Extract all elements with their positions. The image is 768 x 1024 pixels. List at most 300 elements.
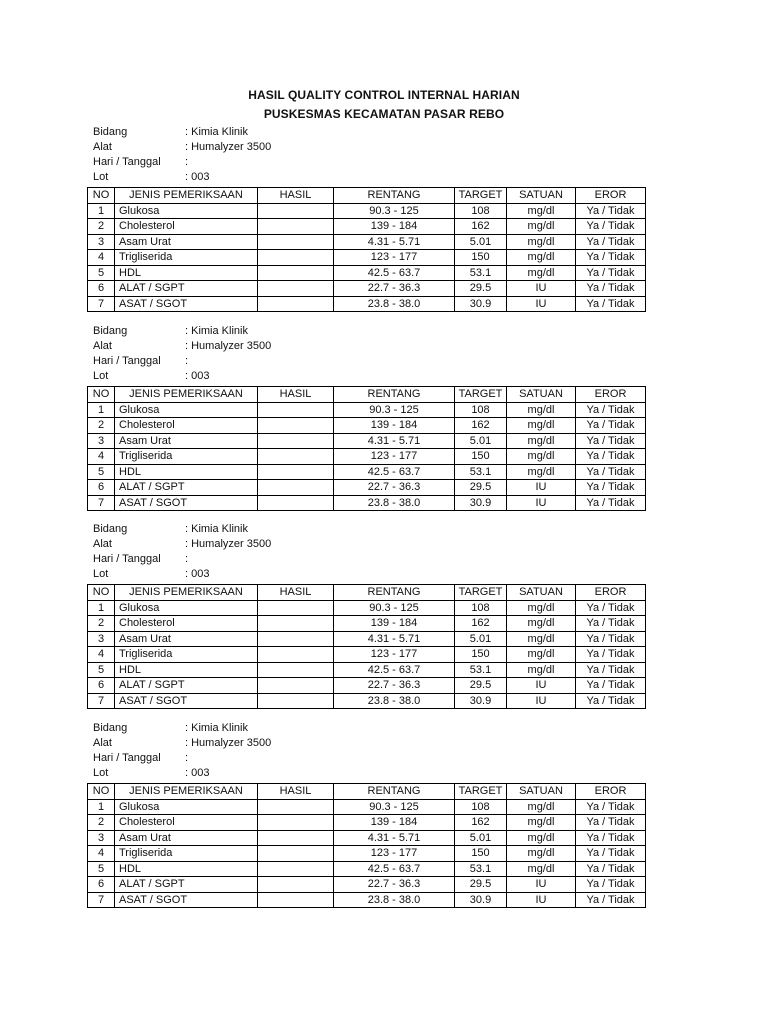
cell-hasil[interactable] xyxy=(258,616,334,632)
cell-eror: Ya / Tidak xyxy=(576,281,646,297)
hari-tanggal-value: : xyxy=(185,156,189,168)
cell-satuan: mg/dl xyxy=(507,861,576,877)
cell-eror: Ya / Tidak xyxy=(576,600,646,616)
cell-hasil[interactable] xyxy=(258,647,334,663)
cell-jenis: ALAT / SGPT xyxy=(115,281,258,297)
header-jenis-pemeriksaan: JENIS PEMERIKSAAN xyxy=(115,188,258,204)
qc-section-4 xyxy=(87,723,645,908)
cell-target: 5.01 xyxy=(455,631,507,647)
cell-no: 3 xyxy=(88,234,115,250)
cell-no: 2 xyxy=(88,418,115,434)
cell-eror: Ya / Tidak xyxy=(576,631,646,647)
cell-satuan: IU xyxy=(507,495,576,511)
table-row xyxy=(88,418,646,434)
cell-jenis: Asam Urat xyxy=(115,830,258,846)
cell-eror: Ya / Tidak xyxy=(576,662,646,678)
cell-rentang: 123 - 177 xyxy=(334,647,455,663)
cell-jenis: Cholesterol xyxy=(115,616,258,632)
cell-rentang: 22.7 - 36.3 xyxy=(334,281,455,297)
table-row xyxy=(88,250,646,266)
cell-no: 1 xyxy=(88,799,115,815)
cell-hasil[interactable] xyxy=(258,662,334,678)
table-row xyxy=(88,203,646,219)
cell-target: 29.5 xyxy=(455,480,507,496)
cell-target: 150 xyxy=(455,647,507,663)
hari-tanggal-label: Hari / Tanggal xyxy=(93,156,161,168)
cell-satuan: mg/dl xyxy=(507,616,576,632)
header-rentang: RENTANG xyxy=(334,784,455,800)
cell-no: 5 xyxy=(88,265,115,281)
cell-no: 7 xyxy=(88,693,115,709)
cell-eror: Ya / Tidak xyxy=(576,616,646,632)
cell-hasil[interactable] xyxy=(258,281,334,297)
alat-label: Alat xyxy=(93,141,112,153)
table-row xyxy=(88,830,646,846)
cell-no: 1 xyxy=(88,402,115,418)
cell-eror: Ya / Tidak xyxy=(576,799,646,815)
cell-eror: Ya / Tidak xyxy=(576,449,646,465)
table-row xyxy=(88,296,646,312)
cell-target: 150 xyxy=(455,846,507,862)
cell-rentang: 90.3 - 125 xyxy=(334,600,455,616)
alat-label: Alat xyxy=(93,538,112,550)
header-target: TARGET xyxy=(455,188,507,204)
table-row xyxy=(88,877,646,893)
cell-jenis: Asam Urat xyxy=(115,433,258,449)
cell-eror: Ya / Tidak xyxy=(576,203,646,219)
cell-no: 6 xyxy=(88,877,115,893)
cell-eror: Ya / Tidak xyxy=(576,219,646,235)
header-eror: EROR xyxy=(576,188,646,204)
alat-label: Alat xyxy=(93,737,112,749)
cell-target: 30.9 xyxy=(455,495,507,511)
cell-hasil[interactable] xyxy=(258,265,334,281)
cell-rentang: 22.7 - 36.3 xyxy=(334,678,455,694)
cell-no: 5 xyxy=(88,861,115,877)
cell-jenis: ALAT / SGPT xyxy=(115,678,258,694)
cell-target: 5.01 xyxy=(455,234,507,250)
table-row xyxy=(88,402,646,418)
cell-satuan: IU xyxy=(507,877,576,893)
header-rentang: RENTANG xyxy=(334,188,455,204)
cell-rentang: 23.8 - 38.0 xyxy=(334,693,455,709)
cell-rentang: 123 - 177 xyxy=(334,846,455,862)
cell-jenis: Trigliserida xyxy=(115,846,258,862)
cell-no: 3 xyxy=(88,830,115,846)
cell-eror: Ya / Tidak xyxy=(576,815,646,831)
meta-info xyxy=(87,127,645,187)
lot-value: : 003 xyxy=(185,767,210,779)
cell-target: 108 xyxy=(455,203,507,219)
cell-hasil[interactable] xyxy=(258,449,334,465)
cell-hasil[interactable] xyxy=(258,402,334,418)
cell-hasil[interactable] xyxy=(258,693,334,709)
hari-tanggal-label: Hari / Tanggal xyxy=(93,752,161,764)
cell-satuan: IU xyxy=(507,281,576,297)
cell-jenis: Glukosa xyxy=(115,799,258,815)
hari-tanggal-value: : xyxy=(185,553,189,565)
table-row xyxy=(88,861,646,877)
alat-label: Alat xyxy=(93,340,112,352)
cell-jenis: Asam Urat xyxy=(115,631,258,647)
cell-target: 5.01 xyxy=(455,433,507,449)
header-target: TARGET xyxy=(455,387,507,403)
table-row xyxy=(88,281,646,297)
cell-eror: Ya / Tidak xyxy=(576,250,646,266)
cell-hasil[interactable] xyxy=(258,203,334,219)
cell-no: 2 xyxy=(88,815,115,831)
cell-eror: Ya / Tidak xyxy=(576,234,646,250)
cell-hasil[interactable] xyxy=(258,815,334,831)
cell-target: 108 xyxy=(455,799,507,815)
cell-no: 1 xyxy=(88,600,115,616)
bidang-value: : Kimia Klinik xyxy=(185,126,248,138)
header-hasil: HASIL xyxy=(258,585,334,601)
lot-label: Lot xyxy=(93,171,109,183)
cell-no: 7 xyxy=(88,892,115,908)
header-eror: EROR xyxy=(576,387,646,403)
cell-no: 4 xyxy=(88,250,115,266)
cell-satuan: IU xyxy=(507,296,576,312)
cell-satuan: IU xyxy=(507,678,576,694)
cell-hasil[interactable] xyxy=(258,219,334,235)
cell-no: 2 xyxy=(88,616,115,632)
bidang-label: Bidang xyxy=(93,523,128,535)
cell-satuan: mg/dl xyxy=(507,433,576,449)
cell-eror: Ya / Tidak xyxy=(576,647,646,663)
cell-hasil[interactable] xyxy=(258,830,334,846)
lot-value: : 003 xyxy=(185,171,210,183)
cell-eror: Ya / Tidak xyxy=(576,846,646,862)
cell-jenis: Glukosa xyxy=(115,402,258,418)
hari-tanggal-label: Hari / Tanggal xyxy=(93,355,161,367)
lot-label: Lot xyxy=(93,568,109,580)
cell-eror: Ya / Tidak xyxy=(576,830,646,846)
cell-rentang: 139 - 184 xyxy=(334,815,455,831)
cell-jenis: Cholesterol xyxy=(115,219,258,235)
cell-eror: Ya / Tidak xyxy=(576,678,646,694)
cell-eror: Ya / Tidak xyxy=(576,892,646,908)
table-row xyxy=(88,662,646,678)
cell-no: 4 xyxy=(88,449,115,465)
cell-jenis: Glukosa xyxy=(115,600,258,616)
cell-jenis: HDL xyxy=(115,861,258,877)
header-no: NO xyxy=(88,585,115,601)
table-row xyxy=(88,234,646,250)
cell-satuan: mg/dl xyxy=(507,815,576,831)
cell-hasil[interactable] xyxy=(258,296,334,312)
meta-info xyxy=(87,524,645,584)
cell-no: 1 xyxy=(88,203,115,219)
qc-section-3 xyxy=(87,524,645,709)
cell-eror: Ya / Tidak xyxy=(576,480,646,496)
header-hasil: HASIL xyxy=(258,387,334,403)
alat-value: : Humalyzer 3500 xyxy=(185,141,272,153)
cell-eror: Ya / Tidak xyxy=(576,495,646,511)
qc-table xyxy=(87,187,646,312)
header-target: TARGET xyxy=(455,784,507,800)
cell-hasil[interactable] xyxy=(258,877,334,893)
table-header-row xyxy=(88,585,646,601)
cell-satuan: mg/dl xyxy=(507,203,576,219)
document-title: HASIL QUALITY CONTROL INTERNAL HARIAN xyxy=(248,88,520,102)
cell-target: 29.5 xyxy=(455,678,507,694)
cell-eror: Ya / Tidak xyxy=(576,296,646,312)
table-header-row xyxy=(88,188,646,204)
header-jenis-pemeriksaan: JENIS PEMERIKSAAN xyxy=(115,784,258,800)
lot-value: : 003 xyxy=(185,370,210,382)
cell-target: 162 xyxy=(455,616,507,632)
cell-jenis: Cholesterol xyxy=(115,815,258,831)
table-header-row xyxy=(88,784,646,800)
cell-hasil[interactable] xyxy=(258,250,334,266)
cell-hasil[interactable] xyxy=(258,678,334,694)
header-eror: EROR xyxy=(576,585,646,601)
qc-table xyxy=(87,783,646,908)
cell-no: 5 xyxy=(88,662,115,678)
hari-tanggal-value: : xyxy=(185,752,189,764)
cell-target: 30.9 xyxy=(455,693,507,709)
cell-rentang: 139 - 184 xyxy=(334,418,455,434)
cell-rentang: 4.31 - 5.71 xyxy=(334,830,455,846)
cell-target: 30.9 xyxy=(455,296,507,312)
header-rentang: RENTANG xyxy=(334,387,455,403)
table-row xyxy=(88,495,646,511)
qc-section-2 xyxy=(87,326,645,511)
cell-satuan: mg/dl xyxy=(507,234,576,250)
cell-satuan: mg/dl xyxy=(507,631,576,647)
qc-section-1 xyxy=(87,127,645,312)
table-row xyxy=(88,631,646,647)
cell-no: 3 xyxy=(88,433,115,449)
header-no: NO xyxy=(88,784,115,800)
cell-satuan: mg/dl xyxy=(507,846,576,862)
cell-target: 53.1 xyxy=(455,662,507,678)
cell-target: 30.9 xyxy=(455,892,507,908)
cell-jenis: Trigliserida xyxy=(115,647,258,663)
bidang-label: Bidang xyxy=(93,722,128,734)
cell-satuan: mg/dl xyxy=(507,250,576,266)
header-hasil: HASIL xyxy=(258,784,334,800)
cell-target: 162 xyxy=(455,219,507,235)
cell-hasil[interactable] xyxy=(258,418,334,434)
cell-hasil[interactable] xyxy=(258,600,334,616)
table-row xyxy=(88,693,646,709)
cell-rentang: 4.31 - 5.71 xyxy=(334,631,455,647)
cell-jenis: ASAT / SGOT xyxy=(115,892,258,908)
cell-satuan: mg/dl xyxy=(507,830,576,846)
cell-satuan: mg/dl xyxy=(507,799,576,815)
cell-rentang: 123 - 177 xyxy=(334,250,455,266)
cell-jenis: Cholesterol xyxy=(115,418,258,434)
cell-satuan: IU xyxy=(507,892,576,908)
lot-label: Lot xyxy=(93,370,109,382)
table-row xyxy=(88,678,646,694)
cell-no: 7 xyxy=(88,296,115,312)
table-row xyxy=(88,433,646,449)
cell-no: 6 xyxy=(88,678,115,694)
header-satuan: SATUAN xyxy=(507,585,576,601)
cell-target: 162 xyxy=(455,815,507,831)
cell-satuan: mg/dl xyxy=(507,600,576,616)
table-row xyxy=(88,846,646,862)
cell-rentang: 22.7 - 36.3 xyxy=(334,480,455,496)
cell-satuan: mg/dl xyxy=(507,265,576,281)
cell-satuan: mg/dl xyxy=(507,219,576,235)
cell-satuan: mg/dl xyxy=(507,464,576,480)
cell-no: 6 xyxy=(88,281,115,297)
cell-jenis: Glukosa xyxy=(115,203,258,219)
header-rentang: RENTANG xyxy=(334,585,455,601)
cell-no: 4 xyxy=(88,846,115,862)
cell-rentang: 90.3 - 125 xyxy=(334,402,455,418)
cell-satuan: IU xyxy=(507,693,576,709)
cell-target: 53.1 xyxy=(455,265,507,281)
cell-no: 4 xyxy=(88,647,115,663)
cell-jenis: Trigliserida xyxy=(115,250,258,266)
cell-hasil[interactable] xyxy=(258,799,334,815)
cell-jenis: ASAT / SGOT xyxy=(115,495,258,511)
cell-rentang: 42.5 - 63.7 xyxy=(334,662,455,678)
cell-no: 2 xyxy=(88,219,115,235)
cell-rentang: 90.3 - 125 xyxy=(334,799,455,815)
bidang-value: : Kimia Klinik xyxy=(185,722,248,734)
header-jenis-pemeriksaan: JENIS PEMERIKSAAN xyxy=(115,585,258,601)
cell-hasil[interactable] xyxy=(258,861,334,877)
cell-rentang: 139 - 184 xyxy=(334,219,455,235)
cell-rentang: 123 - 177 xyxy=(334,449,455,465)
cell-eror: Ya / Tidak xyxy=(576,433,646,449)
header-no: NO xyxy=(88,188,115,204)
table-row xyxy=(88,647,646,663)
cell-target: 150 xyxy=(455,449,507,465)
cell-target: 108 xyxy=(455,402,507,418)
header-no: NO xyxy=(88,387,115,403)
cell-eror: Ya / Tidak xyxy=(576,464,646,480)
table-row xyxy=(88,600,646,616)
header-satuan: SATUAN xyxy=(507,784,576,800)
header-hasil: HASIL xyxy=(258,188,334,204)
cell-rentang: 42.5 - 63.7 xyxy=(334,464,455,480)
cell-hasil[interactable] xyxy=(258,234,334,250)
cell-hasil[interactable] xyxy=(258,464,334,480)
header-jenis-pemeriksaan: JENIS PEMERIKSAAN xyxy=(115,387,258,403)
cell-jenis: Asam Urat xyxy=(115,234,258,250)
bidang-value: : Kimia Klinik xyxy=(185,523,248,535)
cell-jenis: Trigliserida xyxy=(115,449,258,465)
meta-info xyxy=(87,723,645,783)
cell-jenis: ASAT / SGOT xyxy=(115,693,258,709)
cell-satuan: IU xyxy=(507,480,576,496)
cell-no: 7 xyxy=(88,495,115,511)
cell-satuan: mg/dl xyxy=(507,418,576,434)
cell-eror: Ya / Tidak xyxy=(576,418,646,434)
cell-satuan: mg/dl xyxy=(507,402,576,418)
cell-rentang: 139 - 184 xyxy=(334,616,455,632)
cell-no: 6 xyxy=(88,480,115,496)
cell-hasil[interactable] xyxy=(258,495,334,511)
header-target: TARGET xyxy=(455,585,507,601)
alat-value: : Humalyzer 3500 xyxy=(185,737,272,749)
document-subtitle: PUSKESMAS KECAMATAN PASAR REBO xyxy=(263,107,505,121)
cell-eror: Ya / Tidak xyxy=(576,861,646,877)
cell-hasil[interactable] xyxy=(258,846,334,862)
header-satuan: SATUAN xyxy=(507,387,576,403)
table-header-row xyxy=(88,387,646,403)
cell-hasil[interactable] xyxy=(258,631,334,647)
cell-target: 53.1 xyxy=(455,861,507,877)
cell-jenis: ASAT / SGOT xyxy=(115,296,258,312)
qc-table xyxy=(87,584,646,709)
cell-rentang: 22.7 - 36.3 xyxy=(334,877,455,893)
cell-target: 53.1 xyxy=(455,464,507,480)
cell-eror: Ya / Tidak xyxy=(576,402,646,418)
bidang-label: Bidang xyxy=(93,325,128,337)
cell-satuan: mg/dl xyxy=(507,647,576,663)
header-satuan: SATUAN xyxy=(507,188,576,204)
cell-satuan: mg/dl xyxy=(507,449,576,465)
cell-target: 150 xyxy=(455,250,507,266)
table-row xyxy=(88,449,646,465)
cell-rentang: 42.5 - 63.7 xyxy=(334,265,455,281)
cell-no: 3 xyxy=(88,631,115,647)
table-row xyxy=(88,265,646,281)
cell-satuan: mg/dl xyxy=(507,662,576,678)
cell-jenis: ALAT / SGPT xyxy=(115,877,258,893)
cell-rentang: 23.8 - 38.0 xyxy=(334,892,455,908)
bidang-value: : Kimia Klinik xyxy=(185,325,248,337)
table-row xyxy=(88,464,646,480)
hari-tanggal-value: : xyxy=(185,355,189,367)
cell-no: 5 xyxy=(88,464,115,480)
table-row xyxy=(88,799,646,815)
table-row xyxy=(88,480,646,496)
cell-eror: Ya / Tidak xyxy=(576,877,646,893)
bidang-label: Bidang xyxy=(93,126,128,138)
hari-tanggal-label: Hari / Tanggal xyxy=(93,553,161,565)
cell-hasil[interactable] xyxy=(258,480,334,496)
cell-eror: Ya / Tidak xyxy=(576,693,646,709)
cell-rentang: 4.31 - 5.71 xyxy=(334,433,455,449)
cell-jenis: HDL xyxy=(115,662,258,678)
cell-jenis: HDL xyxy=(115,464,258,480)
alat-value: : Humalyzer 3500 xyxy=(185,538,272,550)
table-row xyxy=(88,892,646,908)
cell-hasil[interactable] xyxy=(258,892,334,908)
header-eror: EROR xyxy=(576,784,646,800)
table-row xyxy=(88,616,646,632)
alat-value: : Humalyzer 3500 xyxy=(185,340,272,352)
cell-rentang: 42.5 - 63.7 xyxy=(334,861,455,877)
cell-jenis: HDL xyxy=(115,265,258,281)
cell-target: 29.5 xyxy=(455,281,507,297)
meta-info xyxy=(87,326,645,386)
cell-eror: Ya / Tidak xyxy=(576,265,646,281)
cell-target: 29.5 xyxy=(455,877,507,893)
lot-value: : 003 xyxy=(185,568,210,580)
cell-rentang: 90.3 - 125 xyxy=(334,203,455,219)
cell-rentang: 23.8 - 38.0 xyxy=(334,296,455,312)
cell-rentang: 4.31 - 5.71 xyxy=(334,234,455,250)
cell-hasil[interactable] xyxy=(258,433,334,449)
qc-table xyxy=(87,386,646,511)
table-row xyxy=(88,815,646,831)
lot-label: Lot xyxy=(93,767,109,779)
cell-jenis: ALAT / SGPT xyxy=(115,480,258,496)
cell-target: 162 xyxy=(455,418,507,434)
table-row xyxy=(88,219,646,235)
cell-rentang: 23.8 - 38.0 xyxy=(334,495,455,511)
